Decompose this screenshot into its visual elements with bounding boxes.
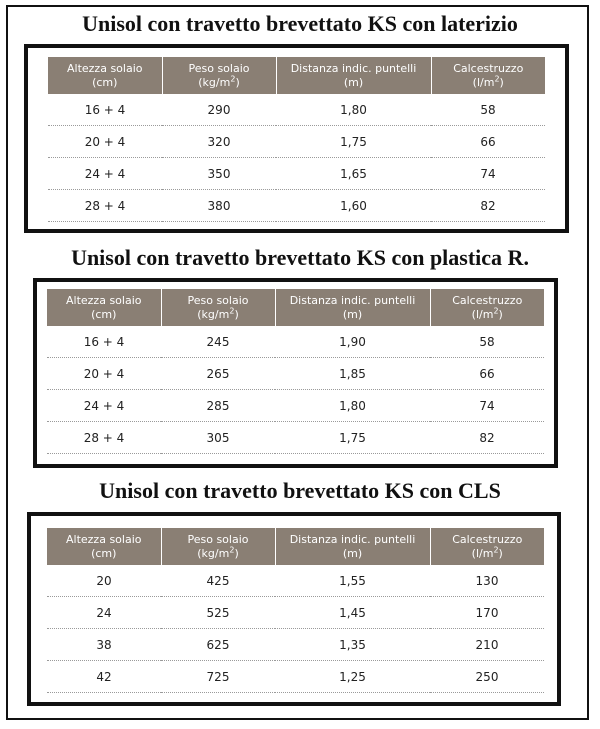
cell-calcestruzzo: 130 xyxy=(430,565,544,597)
cell-distanza: 1,35 xyxy=(275,629,430,661)
cell-calcestruzzo: 66 xyxy=(431,126,545,158)
cell-altezza: 24 + 4 xyxy=(48,158,162,190)
header-distanza: Distanza indic. puntelli (m) xyxy=(276,57,431,94)
cell-altezza: 16 + 4 xyxy=(47,326,161,358)
table-cls xyxy=(47,528,544,693)
cell-peso: 725 xyxy=(161,661,275,693)
table-row xyxy=(47,390,544,422)
cell-calcestruzzo: 58 xyxy=(430,326,544,358)
table-row xyxy=(47,565,544,597)
cell-calcestruzzo: 210 xyxy=(430,629,544,661)
cell-distanza: 1,25 xyxy=(275,661,430,693)
table-row xyxy=(47,629,544,661)
header-distanza: Distanza indic. puntelli (m) xyxy=(275,289,430,326)
cell-distanza: 1,60 xyxy=(276,190,431,222)
header-calcestruzzo: Calcestruzzo $(l/m^2)$ xyxy=(431,57,545,94)
table-row xyxy=(47,422,544,454)
header-calcestruzzo: Calcestruzzo $(l/m^2)$ xyxy=(430,289,544,326)
table-row xyxy=(48,190,545,222)
table-row xyxy=(47,326,544,358)
cell-peso: 265 xyxy=(161,358,275,390)
header-peso: Peso solaio $(kg/m^2)$ xyxy=(162,57,276,94)
table-row xyxy=(48,126,545,158)
cell-calcestruzzo: 170 xyxy=(430,597,544,629)
section-title-laterizio: Unisol con travetto brevettato KS con laterizio xyxy=(82,11,518,36)
cell-distanza: 1,90 xyxy=(275,326,430,358)
cell-calcestruzzo: 82 xyxy=(431,190,545,222)
table-row xyxy=(48,158,545,190)
table-header-row xyxy=(47,528,544,565)
cell-altezza: 42 xyxy=(47,661,161,693)
cell-calcestruzzo: 58 xyxy=(431,94,545,126)
cell-distanza: 1,55 xyxy=(275,565,430,597)
cell-distanza: 1,65 xyxy=(276,158,431,190)
cell-peso: 305 xyxy=(161,422,275,454)
table-row xyxy=(47,661,544,693)
table-row xyxy=(47,597,544,629)
cell-altezza: 24 xyxy=(47,597,161,629)
cell-peso: 350 xyxy=(162,158,276,190)
cell-distanza: 1,80 xyxy=(275,390,430,422)
cell-altezza: 20 xyxy=(47,565,161,597)
cell-distanza: 1,85 xyxy=(275,358,430,390)
cell-peso: 245 xyxy=(161,326,275,358)
section-title-cls: Unisol con travetto brevettato KS con CLS xyxy=(99,478,501,503)
cell-altezza: 16 + 4 xyxy=(48,94,162,126)
header-distanza: Distanza indic. puntelli (m) xyxy=(275,528,430,565)
cell-peso: 525 xyxy=(161,597,275,629)
cell-peso: 380 xyxy=(162,190,276,222)
cell-distanza: 1,75 xyxy=(275,422,430,454)
table-row xyxy=(47,358,544,390)
cell-calcestruzzo: 74 xyxy=(430,390,544,422)
header-peso: Peso solaio $(kg/m^2)$ xyxy=(161,528,275,565)
cell-peso: 625 xyxy=(161,629,275,661)
cell-altezza: 38 xyxy=(47,629,161,661)
cell-altezza: 28 + 4 xyxy=(48,190,162,222)
table-row xyxy=(48,94,545,126)
header-calcestruzzo: Calcestruzzo $(l/m^2)$ xyxy=(430,528,544,565)
cell-distanza: 1,80 xyxy=(276,94,431,126)
cell-calcestruzzo: 66 xyxy=(430,358,544,390)
cell-calcestruzzo: 74 xyxy=(431,158,545,190)
cell-altezza: 24 + 4 xyxy=(47,390,161,422)
cell-peso: 320 xyxy=(162,126,276,158)
cell-peso: 425 xyxy=(161,565,275,597)
cell-peso: 290 xyxy=(162,94,276,126)
header-peso: Peso solaio $(kg/m^2)$ xyxy=(161,289,275,326)
header-altezza: Altezza solaio (cm) xyxy=(48,57,162,94)
cell-altezza: 28 + 4 xyxy=(47,422,161,454)
table-laterizio xyxy=(48,57,545,222)
cell-distanza: 1,75 xyxy=(276,126,431,158)
cell-distanza: 1,45 xyxy=(275,597,430,629)
cell-calcestruzzo: 250 xyxy=(430,661,544,693)
table-plastica xyxy=(47,289,544,454)
header-altezza: Altezza solaio (cm) xyxy=(47,528,161,565)
header-altezza: Altezza solaio (cm) xyxy=(47,289,161,326)
cell-altezza: 20 + 4 xyxy=(48,126,162,158)
cell-peso: 285 xyxy=(161,390,275,422)
section-title-plastica: Unisol con travetto brevettato KS con plastica R. xyxy=(71,245,529,270)
cell-calcestruzzo: 82 xyxy=(430,422,544,454)
table-header-row xyxy=(48,57,545,94)
cell-altezza: 20 + 4 xyxy=(47,358,161,390)
table-header-row xyxy=(47,289,544,326)
